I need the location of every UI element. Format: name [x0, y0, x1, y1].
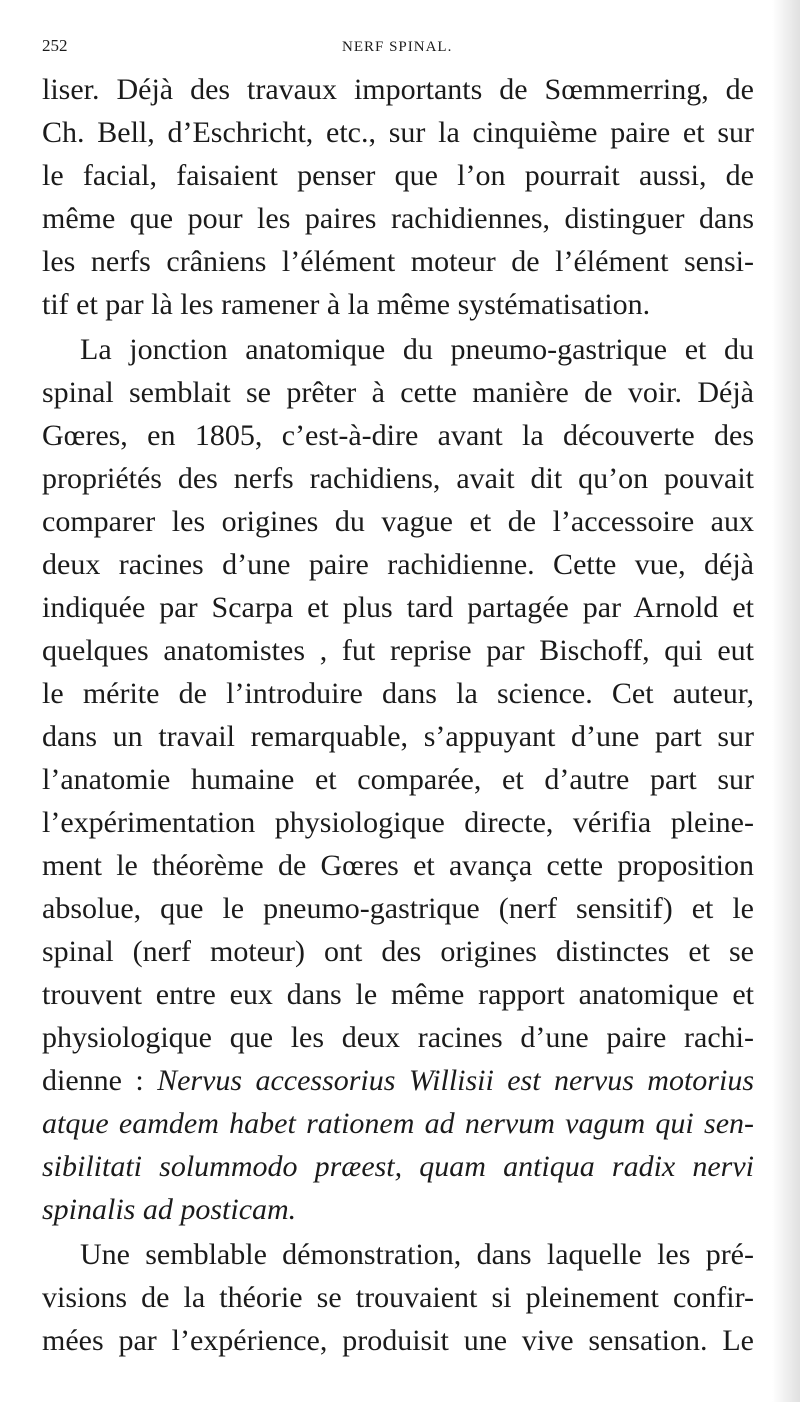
text-run: dienne : [42, 1064, 158, 1097]
text-line: physiologique que les deux racines d’une paire rachi- [42, 1021, 754, 1054]
text-line: quelques anatomistes , fut reprise par Bischoff, qui eut [42, 634, 754, 667]
paragraph-1 [42, 68, 754, 326]
text-line: absolue, que le pneumo-gastrique (nerf sensitif) et le [42, 892, 754, 925]
text-line: les nerfs crâniens l’élément moteur de l’élément sensi- [42, 245, 754, 278]
text-line: spinal semblait se prêter à cette manière de voir. Déjà [42, 376, 754, 409]
text-line: deux racines d’une paire rachidienne. Cette vue, déjà [42, 548, 754, 581]
text-line: mées par l’expérience, produisit une vive sensation. Le [42, 1324, 754, 1357]
text-line: comparer les origines du vague et de l’accessoire aux [42, 505, 754, 538]
text-line: Une semblable démonstration, dans laquelle les pré- [80, 1238, 754, 1271]
text-line: liser. Déjà des travaux importants de Sœmmerring, de [42, 73, 754, 106]
text-line: le facial, faisaient penser que l’on pourrait aussi, de [42, 159, 754, 192]
latin-quotation: Nervus accessorius Willisii est nervus motorius [157, 1064, 754, 1097]
text-line: l’expérimentation physiologique directe, vérifia pleine- [42, 806, 754, 839]
text-line: Ch. Bell, d’Eschricht, etc., sur la cinquième paire et sur [42, 116, 754, 149]
text-line: Gœres, en 1805, c’est-à-dire avant la découverte des [42, 419, 754, 452]
page-number: 252 [42, 36, 68, 55]
paragraph-2 [42, 328, 754, 1231]
latin-quotation-line: spinalis ad posticam. [42, 1193, 297, 1226]
text-line: même que pour les paires rachidiennes, distinguer dans [42, 202, 754, 235]
text-line: visions de la théorie se trouvaient si pleinement confir- [42, 1281, 754, 1314]
paragraph-3 [42, 1233, 754, 1362]
latin-quotation-line: sibilitati solummodo præest, quam antiqua radix nervi [42, 1150, 754, 1183]
text-line: tif et par là les ramener à la même systématisation. [42, 288, 651, 321]
text-line: dans un travail remarquable, s’appuyant d’une part sur [42, 720, 754, 753]
text-line: l’anatomie humaine et comparée, et d’autre part sur [42, 763, 754, 796]
text-line: le mérite de l’introduire dans la science. Cet auteur, [42, 677, 754, 710]
page-header [42, 36, 754, 62]
text-line: spinal (nerf moteur) ont des origines distinctes et se [42, 935, 754, 968]
latin-quotation-line: atque eamdem habet rationem ad nervum vagum qui sen- [42, 1107, 754, 1140]
text-line: indiquée par Scarpa et plus tard partagée par Arnold et [42, 591, 754, 624]
scan-edge-shadow [772, 0, 800, 1402]
text-line: trouvent entre eux dans le même rapport anatomique et [42, 978, 754, 1011]
text-line: La jonction anatomique du pneumo-gastrique et du [80, 333, 754, 366]
mixed-text-line [42, 1059, 754, 1102]
text-line: ment le théorème de Gœres et avança cette proposition [42, 849, 754, 882]
running-head: NERF SPINAL. [342, 39, 453, 55]
text-line: propriétés des nerfs rachidiens, avait dit qu’on pouvait [42, 462, 754, 495]
